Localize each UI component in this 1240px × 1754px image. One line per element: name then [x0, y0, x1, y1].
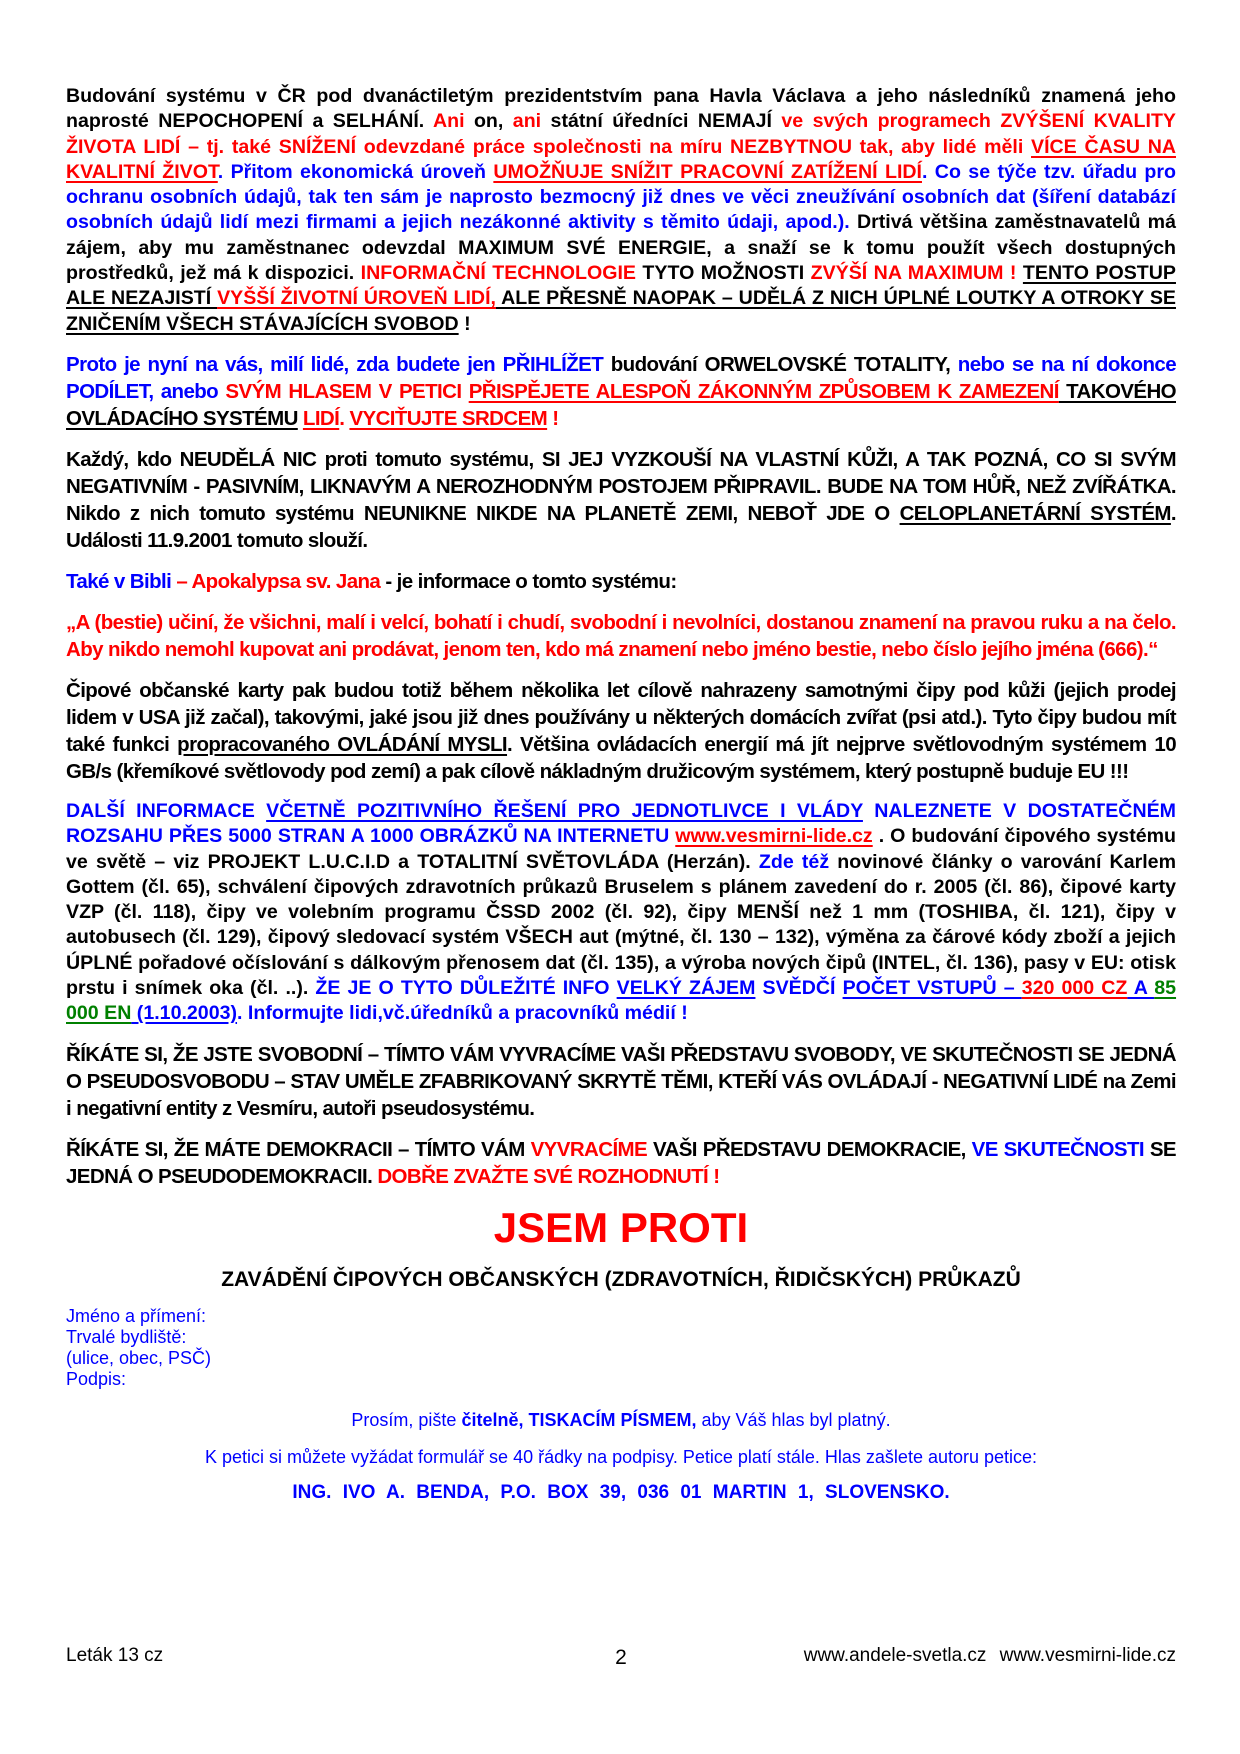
text-run: on, — [464, 110, 513, 133]
paragraph-demokracie — [66, 1136, 1176, 1190]
text-run: (1.10.2003) — [131, 1002, 238, 1025]
paragraph-quote — [66, 609, 1176, 663]
text-run: ŽE JE O TYTO DŮLEŽITÉ INFO — [315, 977, 617, 1000]
text-run: SVÝM HLASEM V PETICI — [225, 379, 469, 403]
text-run: SVĚDČÍ — [755, 977, 843, 1000]
text-run: 85 000 EN — [66, 977, 1177, 1025]
petition-subtitle: ZAVÁDĚNÍ ČIPOVÝCH OBČANSKÝCH (ZDRAVOTNÍCH, ŘIDIČSKÝCH) PRŮKAZŮ — [221, 1267, 1021, 1291]
instruction-prefix: Prosím, pište — [351, 1409, 462, 1430]
text-run: . — [339, 406, 350, 430]
text-run: VYVRACÍME — [530, 1137, 648, 1161]
leaflet-id: Leták 13 cz — [66, 1645, 164, 1666]
text-run: VELKÝ ZÁJEM — [616, 977, 756, 1000]
text-run: SE JEDNÁ O PSEUDODEMOKRACII. — [66, 1137, 1177, 1188]
form-field-signature[interactable]: Podpis: — [66, 1368, 127, 1389]
text-run: . O budování čipového systému ve světě – viz PROJEKT L.U.C.I.D a TOTALITNÍ SVĚTOVLÁDA (Herzán). — [66, 825, 1177, 873]
text-run: NALEZNETE V DOSTATEČNÉM ROZSAHU PŘES 5000 STRAN A 1000 OBRÁZKŮ NA INTERNETU — [66, 799, 1176, 848]
page-number: 2 — [615, 1646, 627, 1669]
text-run: VYCIŤUJTE SRDCEM — [349, 406, 548, 430]
text-run: Čipové občanské karty pak budou totiž během několika let cílově nahrazeny samotnými čipy pod kůži (jejich prodej lidem v USA již začal), takovými, jaké jsou již dnes používány u některých domácích zvířat (psi atd.). Tyto čipy budou mít také funkci — [66, 678, 1176, 756]
text-run: Zde též — [758, 850, 830, 873]
paragraph-bible — [66, 568, 1176, 595]
signature-form — [66, 1306, 1176, 1390]
text-run: TENTO POSTUP ALE NEZAJISTÍ — [66, 262, 1176, 310]
paragraph-havel — [66, 84, 1176, 337]
page-footer — [66, 1645, 1176, 1669]
leaflet-page — [66, 84, 1176, 1504]
text-run: budování ORWELOVSKÉ TOTALITY, — [603, 352, 958, 376]
text-run: Budování systému v ČR pod dvanáctiletým prezidentstvím pana Havla Václava a jeho následníků znamená jeho naprosté NEPOCHOPENÍ a SELHÁNÍ. — [66, 85, 1176, 133]
text-run: ! — [547, 406, 559, 430]
petition-note: K petici si můžete vyžádat formulář se 40 řádky na podpisy. Petice platí stále. Hlas zašlete autoru petice: — [204, 1446, 1038, 1467]
text-run: PŘISPĚJETE ALESPOŇ ZÁKONNÝM ZPŮSOBEM K ZAMEZENÍ — [468, 379, 1059, 403]
text-run: LIDÍ — [302, 406, 340, 430]
footer-websites[interactable]: www.andele-svetla.cz www.vesmirni-lide.cz — [803, 1645, 1176, 1666]
text-run: Ani — [432, 110, 465, 133]
text-run: nebo se na ní dokonce PODÍLET, anebo — [66, 352, 1176, 403]
author-address: ING. IVO A. BENDA, P.O. BOX 39, 036 01 MARTIN 1, SLOVENSKO. — [292, 1481, 950, 1503]
text-run: ŘÍKÁTE SI, ŽE MÁTE DEMOKRACII – TÍMTO VÁM — [66, 1137, 531, 1161]
text-run: 320 000 CZ — [1021, 977, 1128, 1000]
text-run: VÍCE ČASU NA KVALITNÍ ŽIVOT — [66, 135, 1176, 183]
text-run: A — [1127, 977, 1155, 1000]
text-run: Drtivá většina zaměstnavatelů má zájem, aby mu zaměstnanec odevzdal MAXIMUM SVÉ ENERGIE, a snaží se k tomu použít všech dostupných prostředků, jež má k dispozici. — [66, 211, 1176, 285]
text-run: Každý, kdo NEUDĚLÁ NIC proti tomuto systému, SI JEJ VYZKOUŠÍ NA VLASTNÍ KŮŽI, A TAK POZNÁ, CO SI SVÝM NEGATIVNÍM - PASIVNÍM, LIKNAVÝM A NEROZHODNÝM POSTOJEM PŘIPRAVIL. BUDE NA TOM HŮŘ, NEŽ ZVÍŘÁTKA. Nikdo z nich tomuto systému NEUNIKNE NIKDE NA PLANETĚ ZEMI, NEBOŤ JDE O — [66, 447, 1176, 525]
text-run: TAKOVÉHO OVLÁDACÍHO SYSTÉMU — [66, 379, 1176, 430]
paragraph-orwell — [66, 351, 1176, 432]
text-run: novinové články o varování Karlem Gottem (čl. 65), schválení čipových zdravotních průkazů Bruselem s plánem zavedení do r. 2005 (čl. 86), čipové karty VZP (čl. 118), čipy ve volebním programu ČSSD 2002 (čl. 92), čipy MENŠÍ než 1 mm (TOSHIBA, čl. 121), čipy v autobusech (čl. 129), čipový sledovací systém VŠECH aut (mýtné, čl. 130 – 132), výměna za čárové kódy zboží a jejich ÚPLNÉ pořadové očíslování s dálkovým přenosem dat (čl. 135), a výroba nových čipů (INTEL, čl. 136), pasy v EU: otisk prstu i snímek oka (čl. ..). — [66, 850, 1176, 1000]
website-link[interactable]: www.vesmirni-lide.cz — [675, 825, 873, 848]
instruction-suffix: aby Váš hlas byl platný. — [696, 1409, 891, 1430]
text-run: „A (bestie) učiní, že všichni, malí i velcí, bohatí i chudí, svobodní i nevolníci, dostanou znamení na pravou ruku a na čelo. Aby nikdo nemohl kupovat ani prodávat, jenom ten, kdo má znamení nebo jméno bestie, nebo číslo jejího jména (666).“ — [66, 610, 1176, 661]
form-field-name[interactable]: Jméno a přímení: — [66, 1305, 207, 1326]
text-run: . Co se týče tzv. úřadu pro ochranu osobních údajů, tak ten sám je naprosto bezmocný již dnes ve věci zneužívání osobních dat (šíření databází osobních údajů lidí mezi firmami a jejich nezákonné aktivity s těmito údaji, apod.). — [66, 160, 1176, 234]
text-run: INFORMAČNÍ TECHNOLOGIE — [360, 262, 636, 285]
paragraph-dalsi — [66, 799, 1176, 1027]
body-text — [66, 84, 1176, 1190]
paragraph-svobodni — [66, 1041, 1176, 1122]
text-run: VAŠI PŘEDSTAVU DEMOKRACIE, — [647, 1137, 972, 1161]
form-field-address[interactable]: Trvalé bydliště: — [66, 1326, 187, 1347]
text-run: . Přitom ekonomická úroveň — [217, 160, 494, 183]
text-run: Také v Bibli — [66, 569, 172, 593]
petition-title: JSEM PROTI — [493, 1203, 749, 1251]
text-run: . Většina ovládacích energií má jít nejprve světlovodným systémem 10 GB/s (křemíkové světlovody pod zemí) a pak cílově nákladným družicovým systémem, který postupně buduje EU !!! — [66, 732, 1176, 783]
text-run: ALE PŘESNĚ NAOPAK – UDĚLÁ Z NICH ÚPLNÉ LOUTKY A OTROKY SE ZNIČENÍM VŠECH STÁVAJÍCÍCH SVOBOD — [66, 287, 1176, 335]
text-run: ZVÝŠÍ NA MAXIMUM ! — [810, 262, 1017, 285]
text-run: ve svých programech ZVÝŠENÍ KVALITY ŽIVOTA LIDÍ – tj. také SNÍŽENÍ odevzdané práce společnosti na míru NEZBYTNOU tak, aby lidé měli — [66, 110, 1176, 158]
text-run: ŘÍKÁTE SI, ŽE JSTE SVOBODNÍ – TÍMTO VÁM VYVRACÍME VAŠI PŘEDSTAVU SVOBODY, VE SKUTEČNOSTI SE JEDNÁ O PSEUDOSVOBODU – STAV UMĚLE ZFABRIKOVANÝ SKRYTĚ TĚMI, KTEŘÍ VÁS OVLÁDAJÍ - NEGATIVNÍ LIDÉ na Zemi i negativní entity z Vesmíru, autoři pseudosystému. — [66, 1042, 1176, 1120]
form-field-address-hint: (ulice, obec, PSČ) — [66, 1347, 212, 1368]
text-run: UMOŽŇUJE SNÍŽIT PRACOVNÍ ZATÍŽENÍ LIDÍ — [493, 160, 922, 183]
writing-instruction — [66, 1410, 1176, 1431]
text-run: CELOPLANETÁRNÍ SYSTÉM — [899, 501, 1171, 525]
text-run: VYŠŠÍ ŽIVOTNÍ ÚROVEŇ LIDÍ, — [217, 287, 496, 310]
paragraph-kazdy — [66, 446, 1176, 554]
text-run: DALŠÍ INFORMACE — [66, 799, 267, 822]
text-run: propracovaného OVLÁDÁNÍ MYSLI — [177, 732, 508, 756]
text-run: - je informace o tomto systému: — [380, 569, 677, 593]
text-run: ! — [458, 312, 471, 335]
text-run: VČETNĚ POZITIVNÍHO ŘEŠENÍ PRO JEDNOTLIVCE I VLÁDY — [266, 799, 863, 822]
text-run: DOBŘE ZVAŽTE SVÉ ROZHODNUTÍ ! — [377, 1164, 720, 1188]
text-run: . Informujte lidi,vč.úředníků a pracovníků médií ! — [237, 1002, 688, 1025]
text-run: Proto je nyní na vás, milí lidé, zda budete jen PŘIHLÍŽET — [66, 352, 604, 376]
text-run: ani — [512, 110, 542, 133]
instruction-emphasis: čitelně, TISKACÍM PÍSMEM, — [461, 1409, 697, 1430]
text-run: TYTO MOŽNOSTI — [635, 262, 811, 285]
text-run: státní úředníci NEMAJÍ — [541, 110, 782, 133]
text-run: . Události 11.9.2001 tomuto slouží. — [66, 501, 1176, 552]
text-run: POČET VSTUPŮ – — [842, 977, 1022, 1000]
text-run: – Apokalypsa sv. Jana — [171, 569, 381, 593]
text-run: VE SKUTEČNOSTI — [971, 1137, 1144, 1161]
paragraph-cipy — [66, 677, 1176, 785]
